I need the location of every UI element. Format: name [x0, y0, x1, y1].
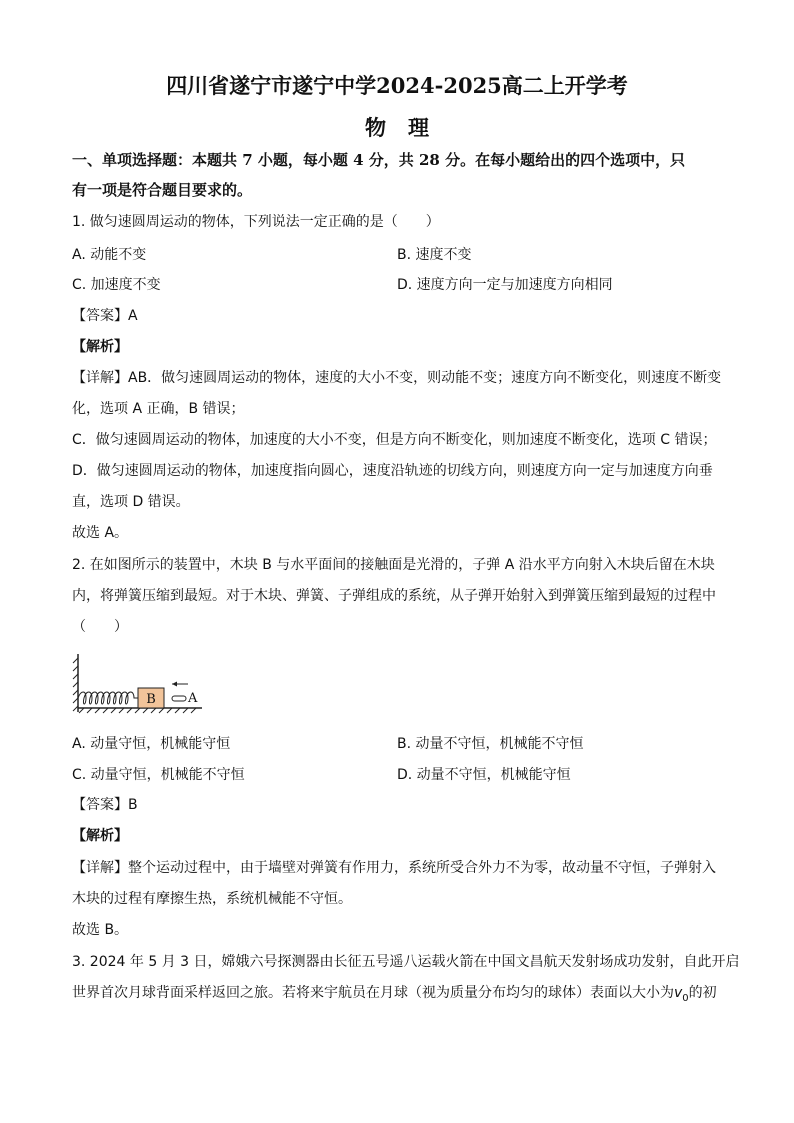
- q3-stem-2: [72, 983, 732, 1009]
- q2-answer: 【答案】B: [72, 797, 138, 813]
- q2-option-b: B. 动量不守恒，机械能不守恒: [397, 736, 584, 752]
- q3-stem-2-text: 世界首次月球背面采样返回之旅。若将来宇航员在月球（视为质量分布均匀的球体）表面以大小为: [72, 985, 674, 1001]
- q1-answer: 【答案】A: [72, 308, 138, 324]
- bullet-a-label: A: [188, 691, 198, 706]
- q2-stem-1: 2. 在如图所示的装置中，木块 B 与水平面间的接触面是光滑的，子弹 A 沿水平方向射入木块后留在木块: [72, 557, 715, 573]
- bullet-a: [172, 696, 186, 701]
- q2-detail-1: 【详解】整个运动过程中，由于墙壁对弹簧有作用力，系统所受合外力不为零，故动量不守恒，子弹射入: [72, 860, 716, 876]
- q1-conclusion: 故选 A。: [72, 525, 129, 541]
- q3-velocity-subscript: 0: [682, 992, 689, 1004]
- q1-detail-1: 【详解】AB．做匀速圆周运动的物体，速度的大小不变，则动能不变；速度方向不断变化，则速度不断变: [72, 370, 722, 386]
- q2-analysis-label: 【解析】: [72, 828, 128, 844]
- q1-option-b: B. 速度不变: [397, 247, 472, 263]
- q2-conclusion: 故选 B。: [72, 922, 129, 938]
- section-heading-cont: 有一项是符合题目要求的。: [72, 181, 253, 199]
- q1-detail-4: D．做匀速圆周运动的物体，加速度指向圆心，速度沿轨迹的切线方向，则速度方向一定与加速度方向垂: [72, 463, 713, 479]
- q1-option-d: D. 速度方向一定与加速度方向相同: [397, 277, 613, 293]
- section-heading: 一、单项选择题：本题共 7 小题，每小题 4 分，共 28 分。在每小题给出的四个选项中，只: [72, 151, 686, 169]
- q1-analysis-label: 【解析】: [72, 339, 128, 355]
- block-b-label: B: [146, 692, 156, 707]
- arrow-left-icon: [172, 682, 177, 687]
- q1-option-a: A. 动能不变: [72, 247, 147, 263]
- subject-title: 物理: [365, 115, 451, 140]
- q2-option-d: D. 动量不守恒，机械能守恒: [397, 767, 571, 783]
- q2-option-a: A. 动量守恒，机械能守恒: [72, 736, 231, 752]
- q1-detail-2: 化，选项 A 正确，B 错误；: [72, 401, 245, 417]
- q2-detail-2: 木块的过程有摩擦生热，系统机械能不守恒。: [72, 891, 352, 907]
- q2-option-c: C. 动量守恒，机械能不守恒: [72, 767, 245, 783]
- q3-velocity-symbol: v: [674, 985, 683, 1001]
- q1-detail-3: C．做匀速圆周运动的物体，加速度的大小不变，但是方向不断变化，则加速度不断变化，选项 C 错误；: [72, 432, 717, 448]
- spring-block-figure: [72, 652, 222, 722]
- q1-stem: 1. 做匀速圆周运动的物体，下列说法一定正确的是（ ）: [72, 214, 440, 230]
- q1-detail-5: 直，选项 D 错误。: [72, 494, 190, 510]
- q2-stem-3: （ ）: [72, 619, 128, 635]
- page-title: 四川省遂宁市遂宁中学2024-2025高二上开学考: [166, 73, 628, 98]
- q3-stem-1: 3. 2024 年 5 月 3 日，嫦娥六号探测器由长征五号遥八运载火箭在中国文昌航天发射场成功发射，自此开启: [72, 954, 740, 970]
- spring-coil: [78, 692, 138, 704]
- q3-stem-2-tail: 的初: [688, 985, 717, 1001]
- q1-option-c: C. 加速度不变: [72, 277, 161, 293]
- q2-stem-2: 内，将弹簧压缩到最短。对于木块、弹簧、子弹组成的系统，从子弹开始射入到弹簧压缩到最短的过程中: [72, 588, 716, 604]
